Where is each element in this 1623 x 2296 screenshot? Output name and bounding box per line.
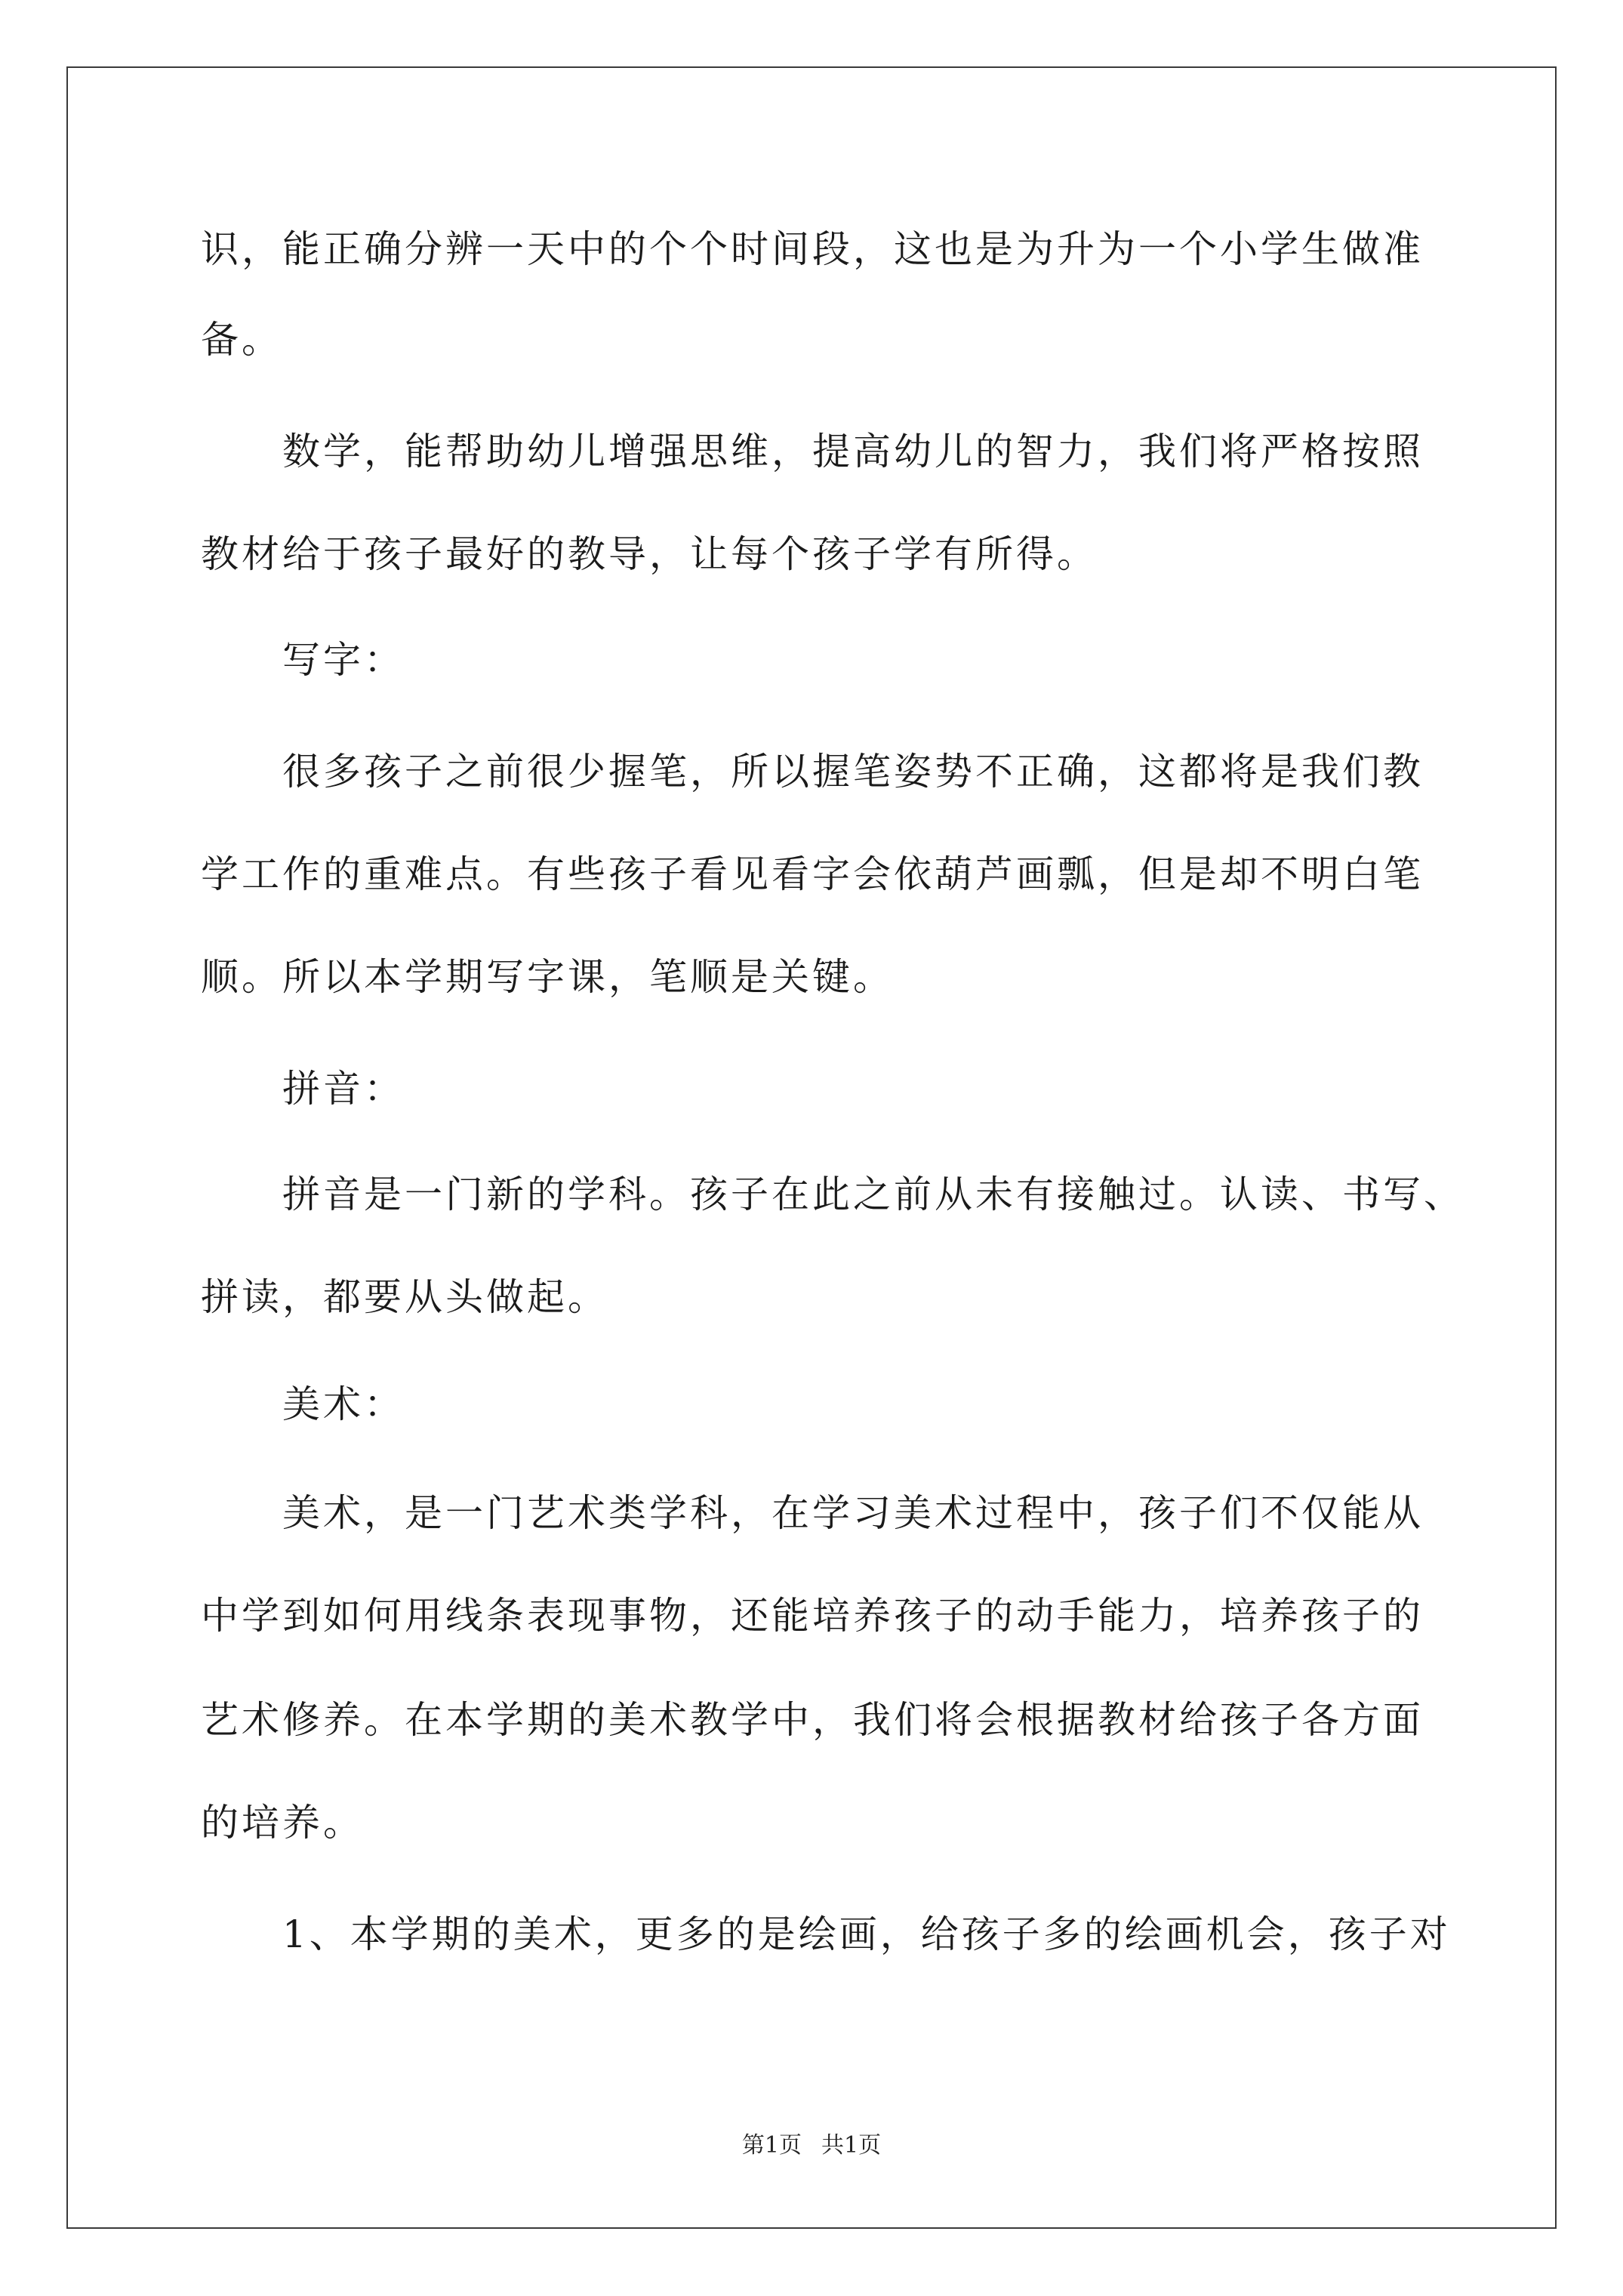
section-heading: 拼音： <box>282 1067 405 1111</box>
text-line: 学工作的重难点。有些孩子看见看字会依葫芦画瓢，但是却不明白笔 <box>201 852 1424 896</box>
page-number-total: 共1页 <box>821 2132 882 2159</box>
section-heading: 写字： <box>282 638 405 682</box>
text-line: 顺。所以本学期写字课，笔顺是关键。 <box>201 955 894 999</box>
text-line: 教材给于孩子最好的教导，让每个孩子学有所得。 <box>201 532 1098 576</box>
text-line: 美术，是一门艺术类学科，在学习美术过程中，孩子们不仅能从 <box>282 1491 1424 1535</box>
text-line: 拼音是一门新的学科。孩子在此之前从未有接触过。认读、书写、 <box>282 1173 1464 1216</box>
text-line: 艺术修养。在本学期的美术教学中，我们将会根据教材给孩子各方面 <box>201 1698 1424 1742</box>
text-line: 识，能正确分辨一天中的个个时间段，这也是为升为一个小学生做准 <box>201 227 1424 271</box>
page-footer <box>0 2131 1623 2161</box>
text-line: 备。 <box>201 318 282 362</box>
text-line: 很多孩子之前很少握笔，所以握笔姿势不正确，这都将是我们教 <box>282 750 1424 794</box>
text-line: 的培养。 <box>201 1801 364 1845</box>
page-number-current: 第1页 <box>741 2132 802 2159</box>
text-line: 中学到如何用线条表现事物，还能培养孩子的动手能力，培养孩子的 <box>201 1594 1424 1638</box>
text-line: 1、本学期的美术，更多的是绘画，给孩子多的绘画机会，孩子对 <box>282 1912 1451 1956</box>
text-line: 拼读，都要从头做起。 <box>201 1275 608 1319</box>
text-line: 数学，能帮助幼儿增强思维，提高幼儿的智力，我们将严格按照 <box>282 430 1424 473</box>
section-heading: 美术： <box>282 1382 405 1426</box>
page-border <box>66 66 1557 2229</box>
